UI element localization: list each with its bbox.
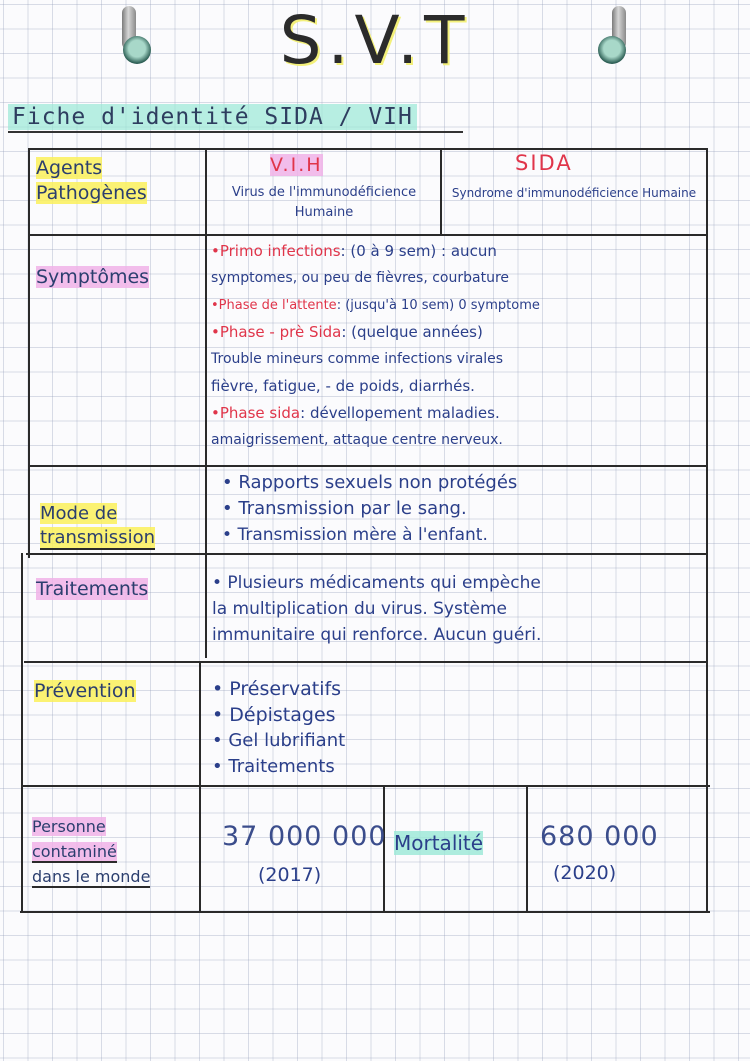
label-column-divider [205, 148, 207, 658]
page-subtitle: Fiche d'identité SIDA / VIH [8, 104, 417, 130]
row-divider-2 [28, 465, 708, 467]
label-traitements: Traitements [36, 578, 149, 600]
label-column-divider-lower [199, 661, 201, 913]
list-item: • Transmission par le sang. [222, 498, 467, 519]
mortality-value: 680 000 [540, 821, 659, 852]
sida-definition: Syndrome d'immunodéficience Humaine [451, 186, 697, 200]
symptome-line: •Phase de l'attente: (jusqu'à 10 sem) 0 symptome [211, 298, 540, 313]
label-mode-transmission: Mode de transmission [40, 503, 155, 548]
symptome-line: fièvre, fatigue, - de poids, diarrhés. [211, 377, 475, 395]
symptome-line: •Primo infections: (0 à 9 sem) : aucun [211, 242, 497, 260]
symptome-line: amaigrissement, attaque centre nerveux. [211, 432, 503, 448]
vih-title: V.I.H [270, 154, 323, 176]
mortality-divider [526, 785, 528, 913]
symptome-line: •Phase sida: dévellopement maladies. [211, 404, 500, 422]
mortality-year: (2020) [553, 862, 617, 884]
list-item: • Préservatifs [212, 678, 342, 700]
transmission-list [222, 470, 517, 548]
row-divider-3 [26, 553, 708, 555]
table-border-right [706, 148, 708, 913]
traitement-line: immunitaire qui renforce. Aucun guéri. [212, 625, 542, 645]
vih-sida-divider [440, 148, 442, 236]
symptome-line: •Phase - prè Sida: (quelque années) [211, 323, 483, 341]
prevention-list [212, 676, 345, 780]
label-personne-contaminee: Personne contaminé dans le monde [32, 817, 151, 886]
contaminated-count-year: (2017) [258, 864, 322, 886]
traitement-line: la multiplication du virus. Système [212, 599, 507, 619]
traitement-line: • Plusieurs médicaments qui empèche [212, 573, 541, 593]
symptome-line: Trouble mineurs comme infections virales [211, 351, 504, 367]
list-item: • Rapports sexuels non protégés [222, 472, 518, 493]
subtitle-underline [8, 131, 463, 133]
row-divider-1 [28, 234, 708, 236]
list-item: • Traitements [212, 756, 335, 777]
table-border-bottom [20, 911, 710, 913]
label-symptomes: Symptômes [36, 266, 150, 288]
list-item: • Transmission mère à l'enfant. [222, 525, 488, 545]
label-agents-pathogenes: Agents Pathogènes [36, 157, 147, 204]
sida-title: SIDA [515, 151, 573, 175]
table-border-left-lower [21, 553, 23, 913]
symptome-line: symptomes, ou peu de fièvres, courbature [211, 270, 510, 286]
row-divider-4 [24, 661, 708, 663]
table-border-top [28, 148, 708, 150]
list-item: • Dépistages [212, 704, 336, 726]
mortality-label: Mortalité [394, 831, 484, 855]
page-title: S.V.T [279, 2, 471, 79]
symptomes-content [211, 238, 705, 454]
label-prevention: Prévention [34, 680, 136, 702]
row-divider-5 [22, 785, 710, 787]
list-item: • Gel lubrifiant [212, 730, 346, 751]
contaminated-count: 37 000 000 [222, 821, 387, 852]
table-border-left [28, 148, 30, 558]
traitements-content [212, 570, 541, 648]
vih-definition: Virus de l'immunodéficience Humaine [231, 185, 417, 220]
